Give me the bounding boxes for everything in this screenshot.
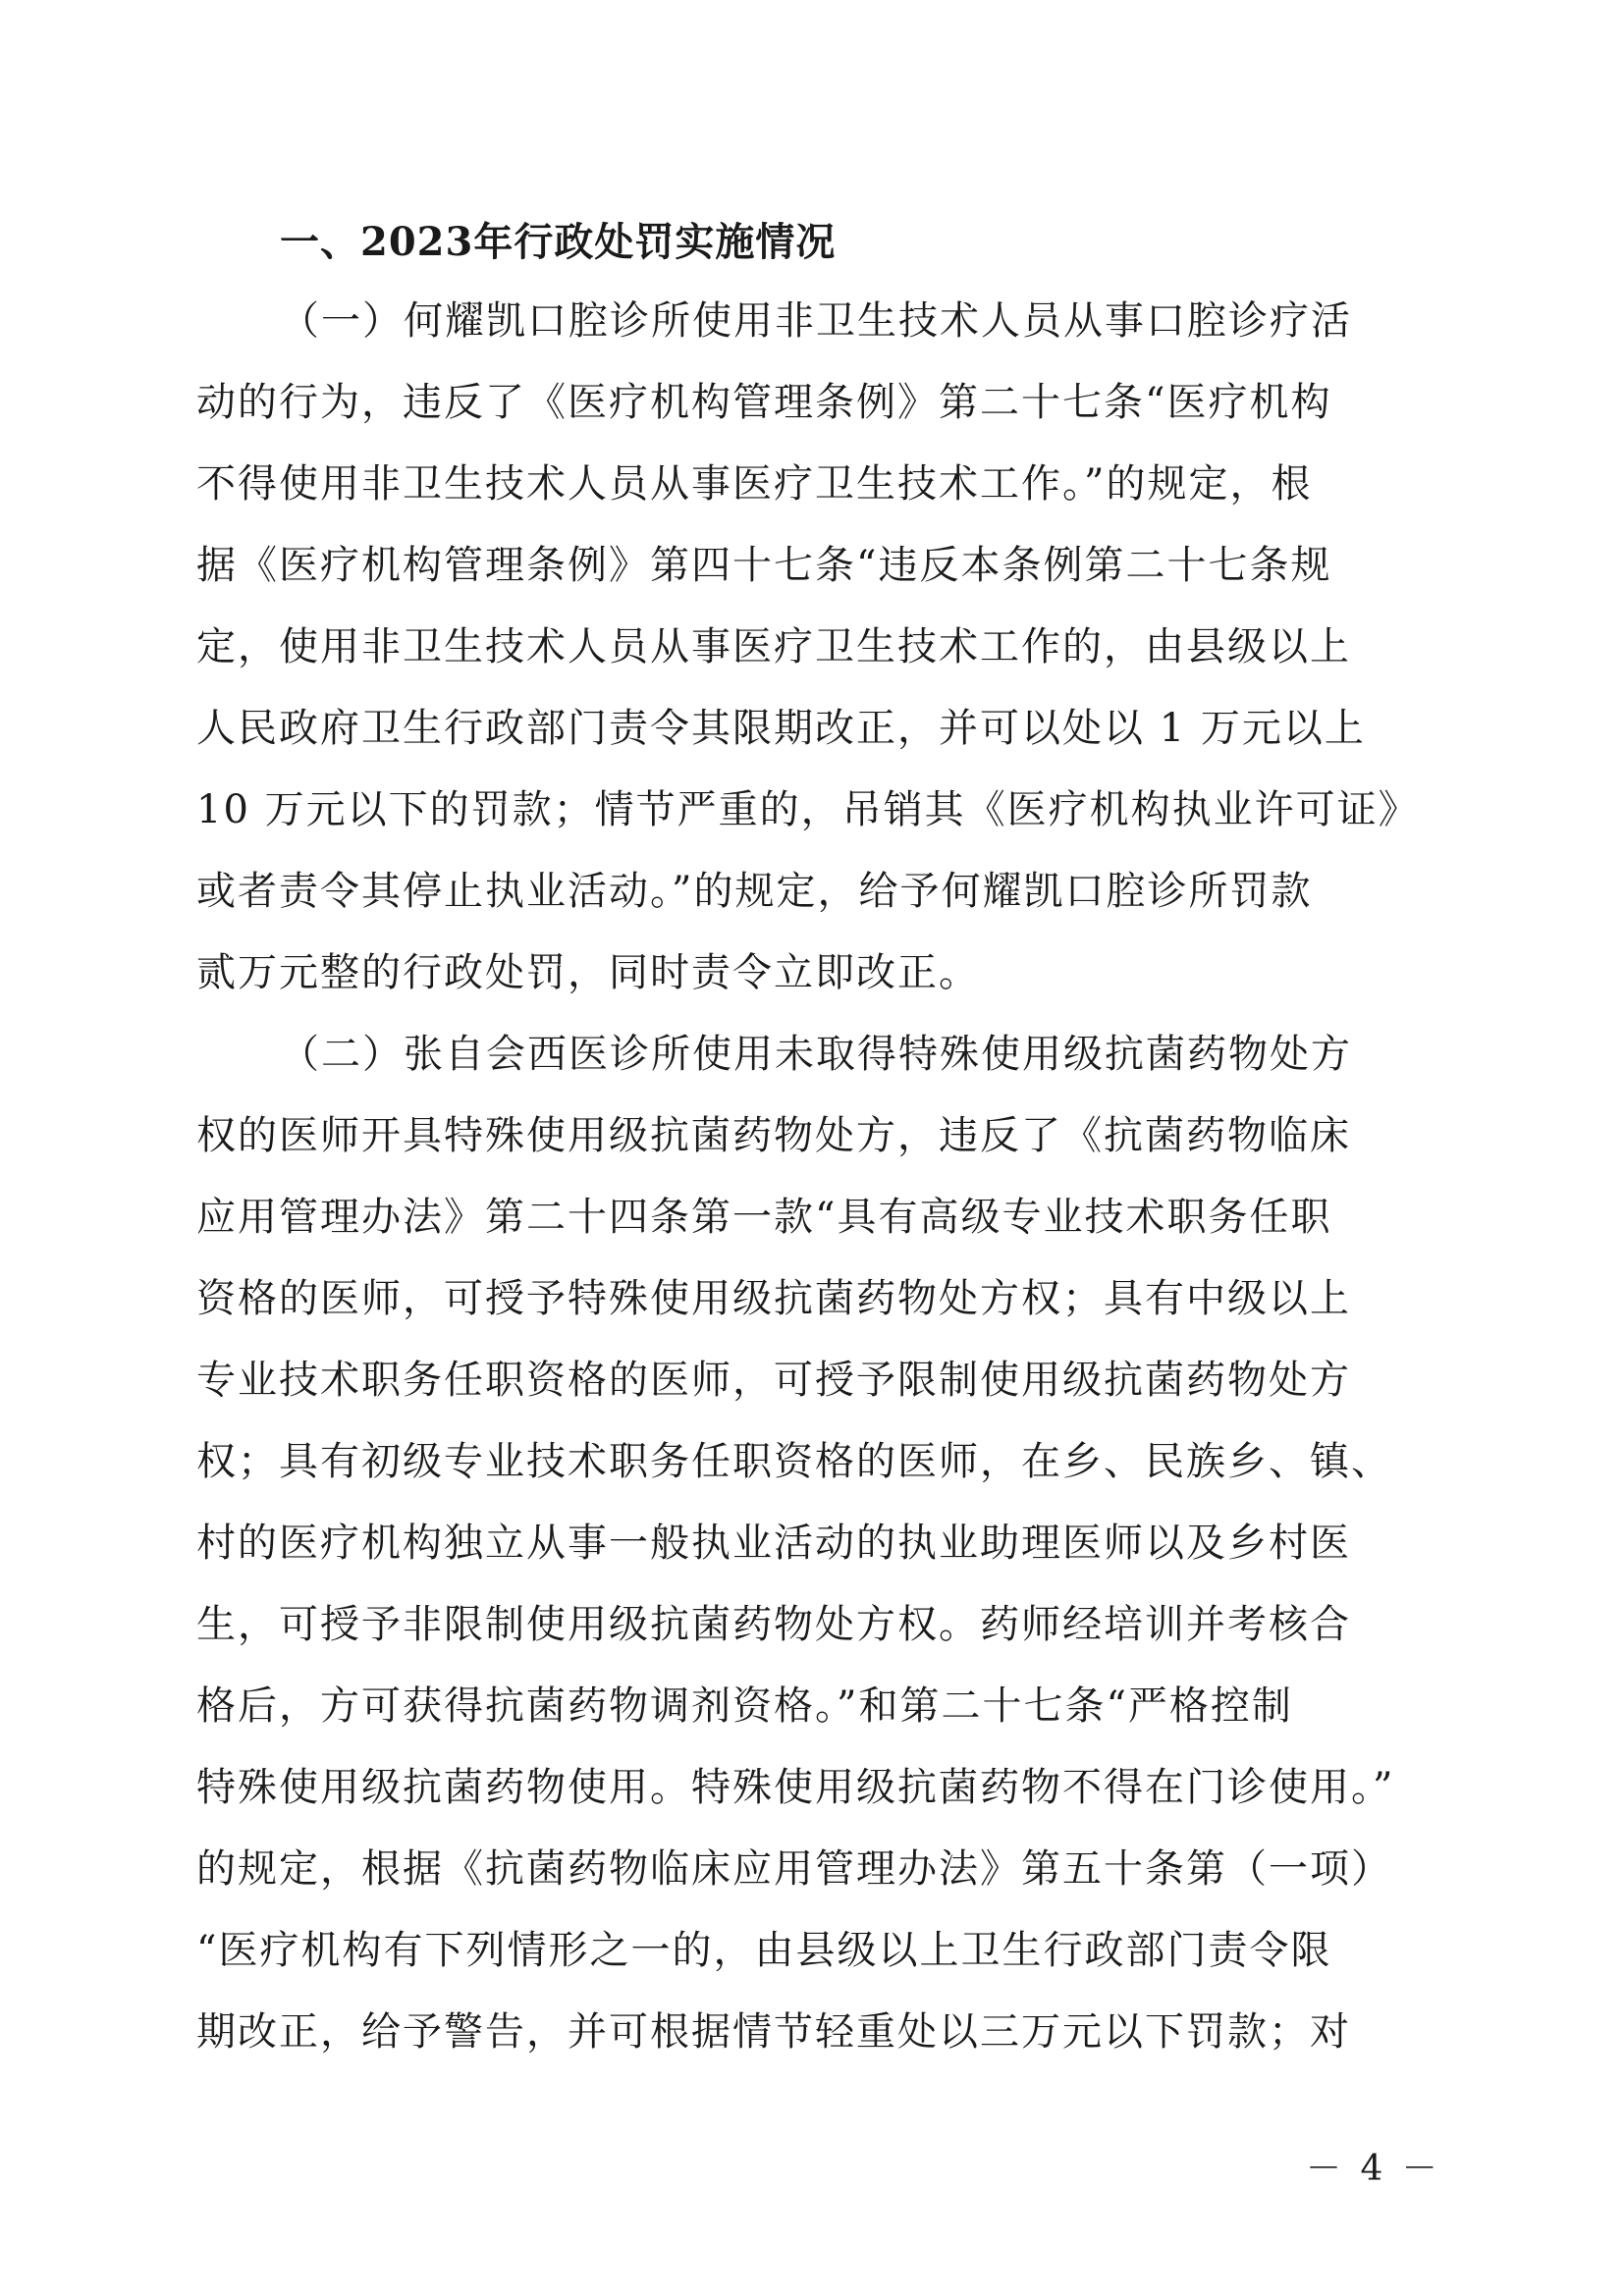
paragraph-line: 特殊使用级抗菌药物使用。特殊使用级抗菌药物不得在门诊使用。” bbox=[196, 1765, 1395, 1810]
section-heading: 一、2023年行政处罚实施情况 bbox=[280, 219, 837, 265]
paragraph-line: 或者责令其停止执业活动。”的规定，给予何耀凯口腔诊所罚款 bbox=[196, 869, 1313, 914]
paragraph-line: 期改正，给予警告，并可根据情节轻重处以三万元以下罚款；对 bbox=[196, 2009, 1351, 2055]
paragraph-line: 生，可授予非限制使用级抗菌药物处方权。药师经培训并考核合 bbox=[196, 1602, 1351, 1647]
paragraph-line: 人民政府卫生行政部门责令其限期改正，并可以处以 1 万元以上 bbox=[196, 706, 1366, 751]
paragraph-line: 权的医师开具特殊使用级抗菌药物处方，违反了《抗菌药物临床 bbox=[196, 1113, 1351, 1158]
paragraph-line: 贰万元整的行政处罚，同时责令立即改正。 bbox=[196, 950, 980, 995]
paragraph-line: （二）张自会西医诊所使用未取得特殊使用级抗菌药物处方 bbox=[280, 1032, 1352, 1077]
paragraph-line: 村的医疗机构独立从事一般执业活动的执业助理医师以及乡村医 bbox=[196, 1521, 1351, 1566]
paragraph-line: 据《医疗机构管理条例》第四十七条“违反本条例第二十七条规 bbox=[196, 543, 1332, 588]
paragraph-line: 权；具有初级专业技术职务任职资格的医师，在乡、民族乡、镇、 bbox=[196, 1439, 1392, 1484]
paragraph-line: “医疗机构有下列情形之一的，由县级以上卫生行政部门责令限 bbox=[196, 1928, 1332, 1973]
paragraph-line: 应用管理办法》第二十四条第一款“具有高级专业技术职务任职 bbox=[196, 1195, 1332, 1240]
paragraph-line: 资格的医师，可授予特殊使用级抗菌药物处方权；具有中级以上 bbox=[196, 1276, 1351, 1321]
paragraph-line: 的规定，根据《抗菌药物临床应用管理办法》第五十条第（一项） bbox=[196, 1846, 1392, 1892]
paragraph-line: 不得使用非卫生技术人员从事医疗卫生技术工作。”的规定，根 bbox=[196, 461, 1313, 507]
page-number: － 4 － bbox=[1306, 2149, 1441, 2189]
paragraph-line: 专业技术职务任职资格的医师，可授予限制使用级抗菌药物处方 bbox=[196, 1358, 1351, 1403]
paragraph-line: 格后，方可获得抗菌药物调剂资格。”和第二十七条“严格控制 bbox=[196, 1683, 1293, 1729]
paragraph-line: 动的行为，违反了《医疗机构管理条例》第二十七条“医疗机构 bbox=[196, 380, 1332, 425]
paragraph-line: （一）何耀凯口腔诊所使用非卫生技术人员从事口腔诊疗活 bbox=[280, 298, 1352, 344]
paragraph-line: 定，使用非卫生技术人员从事医疗卫生技术工作的，由县级以上 bbox=[196, 624, 1351, 669]
paragraph-line: 10 万元以下的罚款；情节严重的，吊销其《医疗机构执业许可证》 bbox=[196, 787, 1420, 832]
